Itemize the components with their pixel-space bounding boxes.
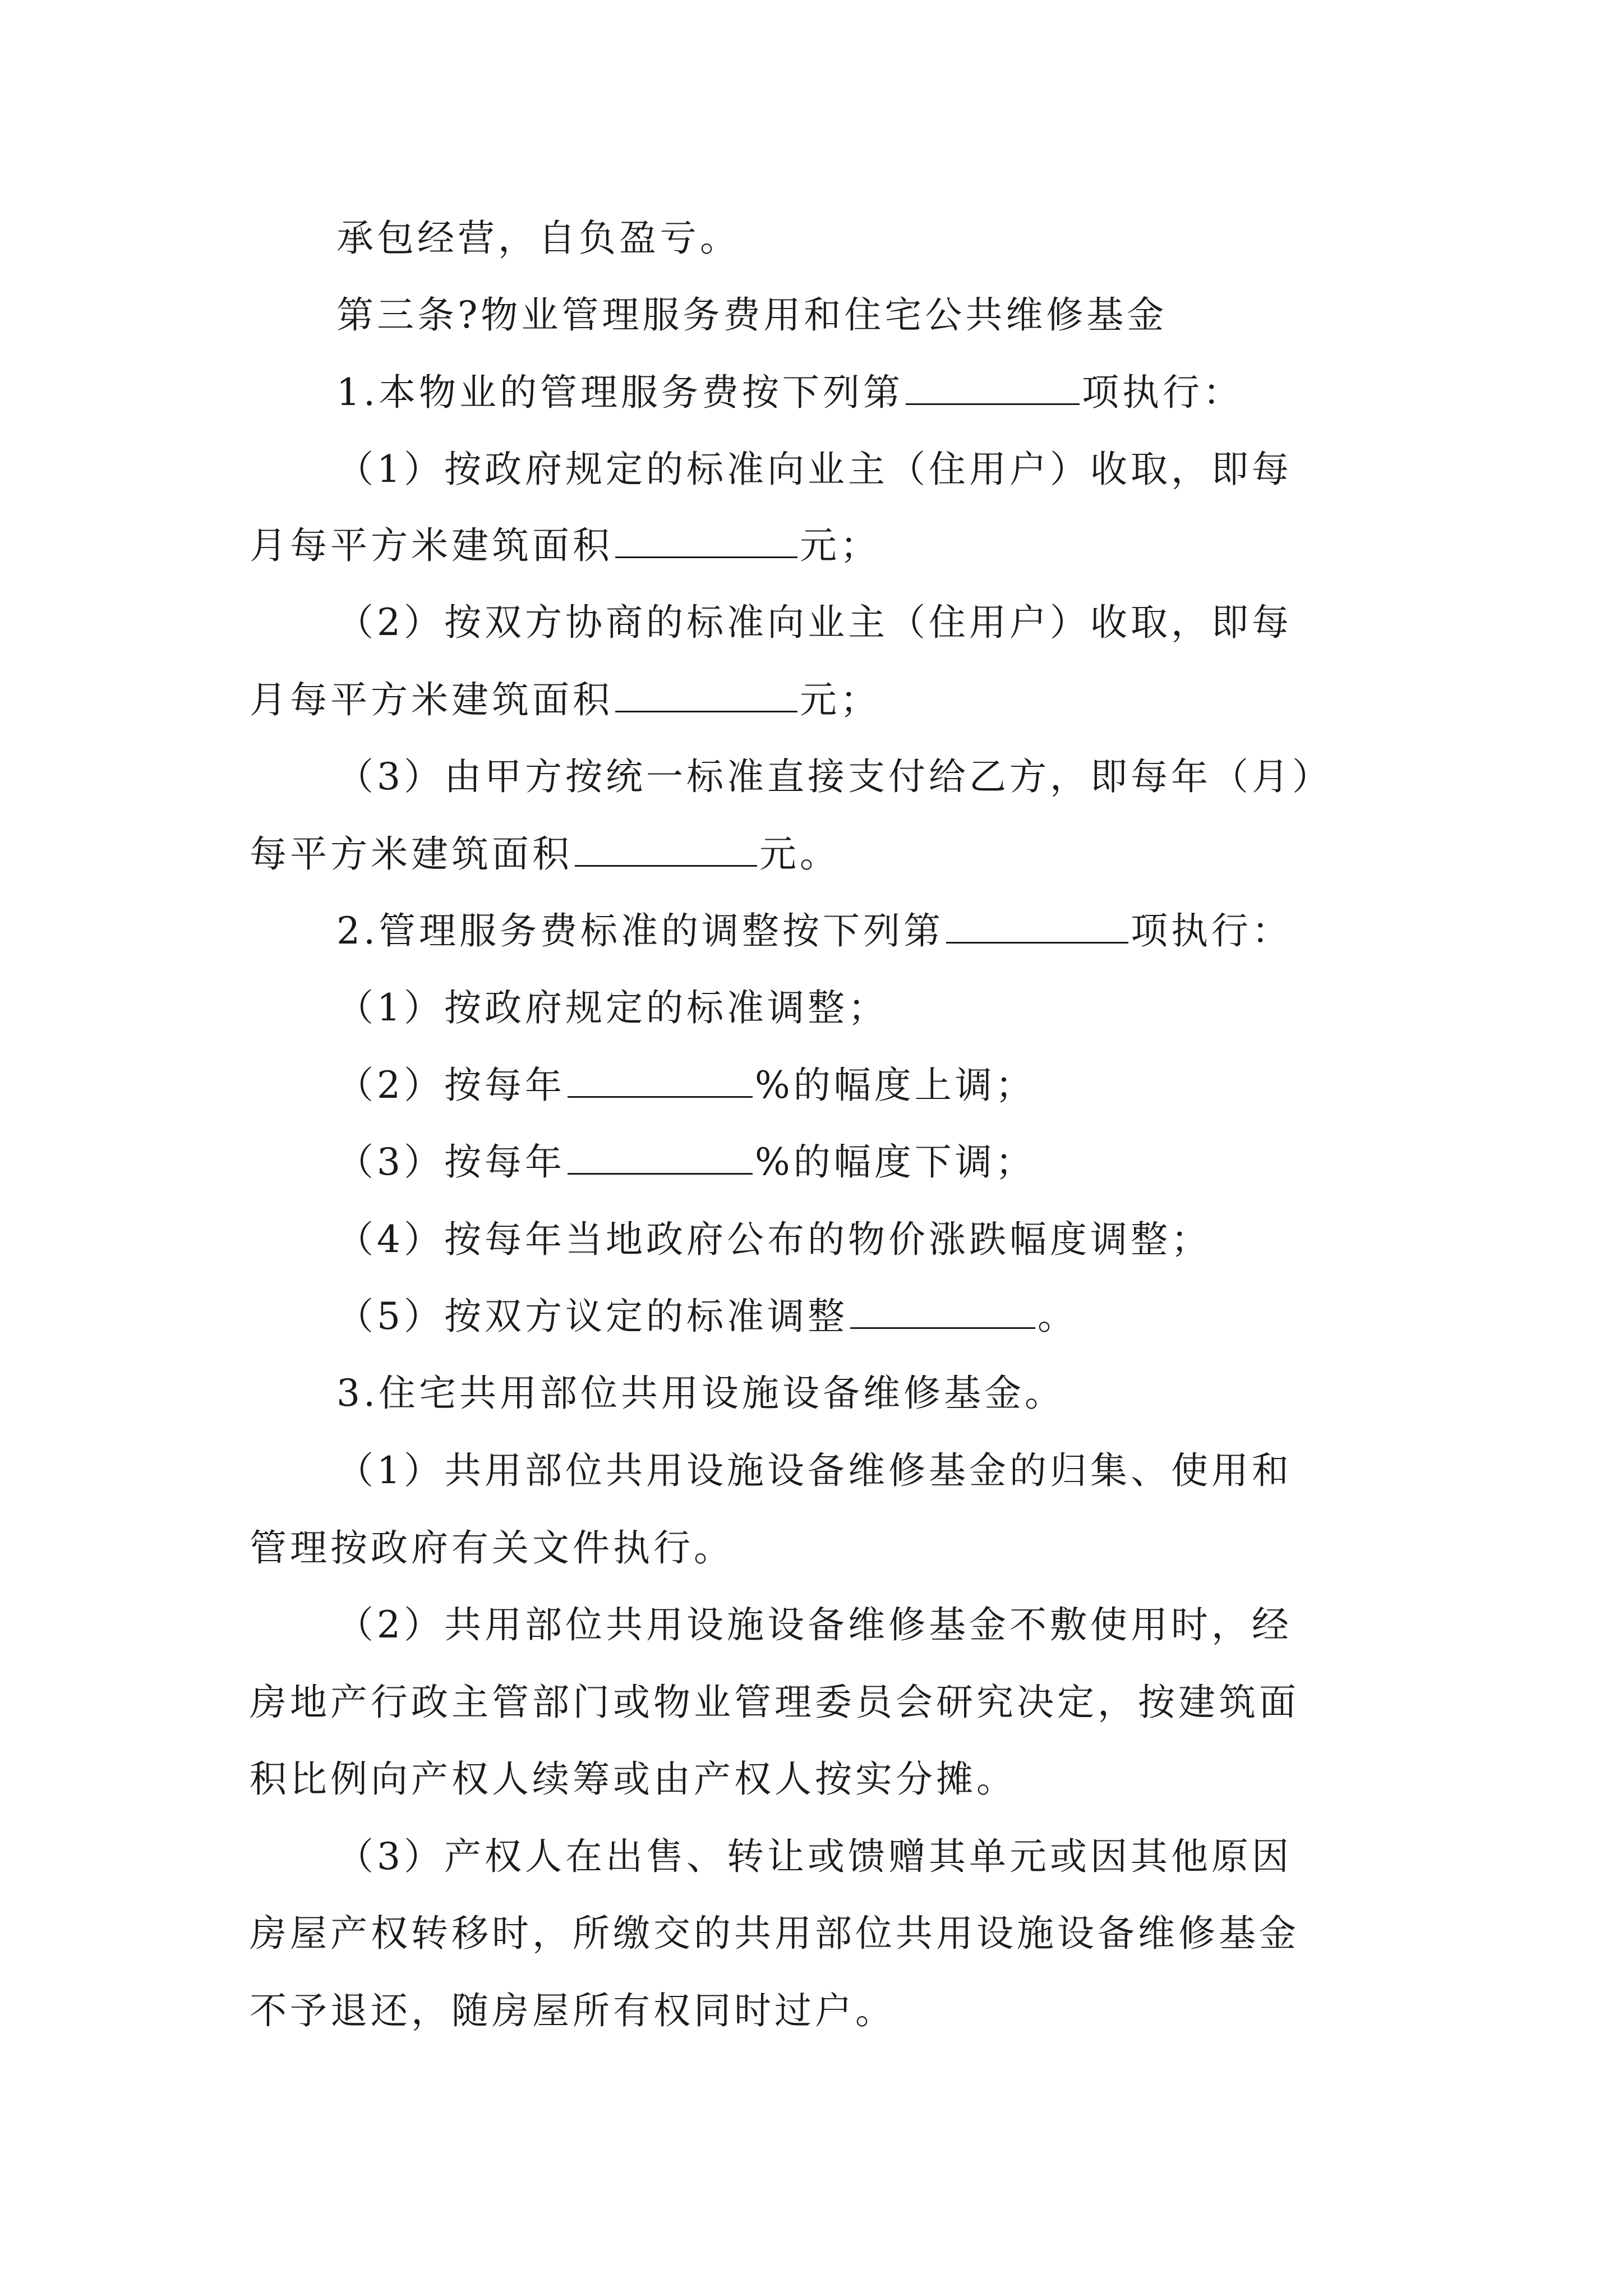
paragraph-line — [336, 1834, 1292, 1879]
text-span: 项执行： — [1081, 371, 1243, 414]
paragraph-line — [250, 1757, 1017, 1802]
paragraph-line — [250, 1911, 1299, 1956]
text-span: （2）按双方协商的标准向业主（住用户）收取，即每 — [336, 601, 1292, 644]
paragraph-line — [336, 1448, 1292, 1493]
text-span: 第三条?物业管理服务费用和住宅公共维修基金 — [336, 293, 1168, 337]
text-span: %的幅度上调； — [755, 1064, 1036, 1107]
paragraph-line — [336, 754, 1332, 799]
fill-in-blank[interactable] — [850, 1296, 1035, 1329]
text-span: 元； — [800, 524, 880, 567]
paragraph-line — [250, 1989, 896, 2033]
text-span: 2.管理服务费标准的调整按下列第 — [336, 909, 944, 953]
text-span: 承包经营，自负盈亏。 — [336, 217, 740, 260]
paragraph-line — [336, 909, 1292, 954]
fill-in-blank[interactable] — [615, 679, 797, 712]
section-heading — [336, 1371, 1065, 1416]
text-span: 3.住宅共用部位共用设施设备维修基金。 — [336, 1372, 1065, 1415]
paragraph-line — [336, 1294, 1078, 1339]
fill-in-blank[interactable] — [906, 372, 1080, 405]
fill-in-blank[interactable] — [575, 834, 757, 867]
text-span: 不予退还，随房屋所有权同时过户。 — [250, 1989, 896, 2032]
paragraph-line — [336, 370, 1243, 415]
text-span: 月每平方米建筑面积 — [250, 524, 613, 567]
text-span: %的幅度下调； — [755, 1140, 1036, 1184]
paragraph-line — [336, 447, 1292, 492]
text-span: （4）按每年当地政府公布的物价涨跌幅度调整； — [336, 1218, 1211, 1261]
fill-in-blank[interactable] — [568, 1065, 753, 1098]
paragraph-line — [250, 832, 840, 877]
text-span: 管理按政府有关文件执行。 — [250, 1526, 734, 1570]
paragraph-line — [336, 1063, 1036, 1108]
paragraph-line — [336, 986, 888, 1030]
paragraph-line — [336, 1603, 1292, 1648]
text-span: （1）按政府规定的标准调整； — [336, 986, 888, 1029]
text-span: 月每平方米建筑面积 — [250, 678, 613, 721]
text-span: （2）按每年 — [336, 1064, 565, 1107]
text-span: （1）按政府规定的标准向业主（住用户）收取，即每 — [336, 448, 1292, 491]
text-span: 每平方米建筑面积 — [250, 832, 573, 876]
text-span: 房屋产权转移时，所缴交的共用部位共用设施设备维修基金 — [250, 1912, 1299, 1955]
text-span: （2）共用部位共用设施设备维修基金不敷使用时，经 — [336, 1603, 1292, 1646]
paragraph-line — [336, 1140, 1036, 1185]
paragraph-line — [336, 1217, 1211, 1262]
text-span: （1）共用部位共用设施设备维修基金的归集、使用和 — [336, 1449, 1292, 1492]
paragraph-line — [250, 678, 880, 723]
paragraph-line — [336, 216, 740, 261]
paragraph-line — [336, 600, 1292, 645]
fill-in-blank[interactable] — [946, 910, 1128, 944]
text-span: 。 — [1038, 1295, 1078, 1338]
text-span: 房地产行政主管部门或物业管理委员会研究决定，按建筑面 — [250, 1681, 1299, 1724]
text-span: 元； — [800, 678, 880, 721]
paragraph-line — [250, 523, 880, 568]
text-span: 项执行： — [1130, 909, 1292, 953]
text-span: （3）由甲方按统一标准直接支付给乙方，即每年（月） — [336, 755, 1332, 798]
text-span: 元。 — [759, 832, 840, 876]
paragraph-line — [250, 1680, 1299, 1725]
fill-in-blank[interactable] — [615, 525, 797, 558]
text-span: 1.本物业的管理服务费按下列第 — [336, 371, 903, 414]
article-heading — [336, 293, 1167, 338]
paragraph-line — [250, 1526, 734, 1571]
text-span: （3）按每年 — [336, 1140, 565, 1184]
fill-in-blank[interactable] — [568, 1142, 753, 1175]
text-span: （5）按双方议定的标准调整 — [336, 1295, 848, 1338]
text-span: （3）产权人在出售、转让或馈赠其单元或因其他原因 — [336, 1835, 1292, 1878]
text-span: 积比例向产权人续筹或由产权人按实分摊。 — [250, 1757, 1017, 1801]
